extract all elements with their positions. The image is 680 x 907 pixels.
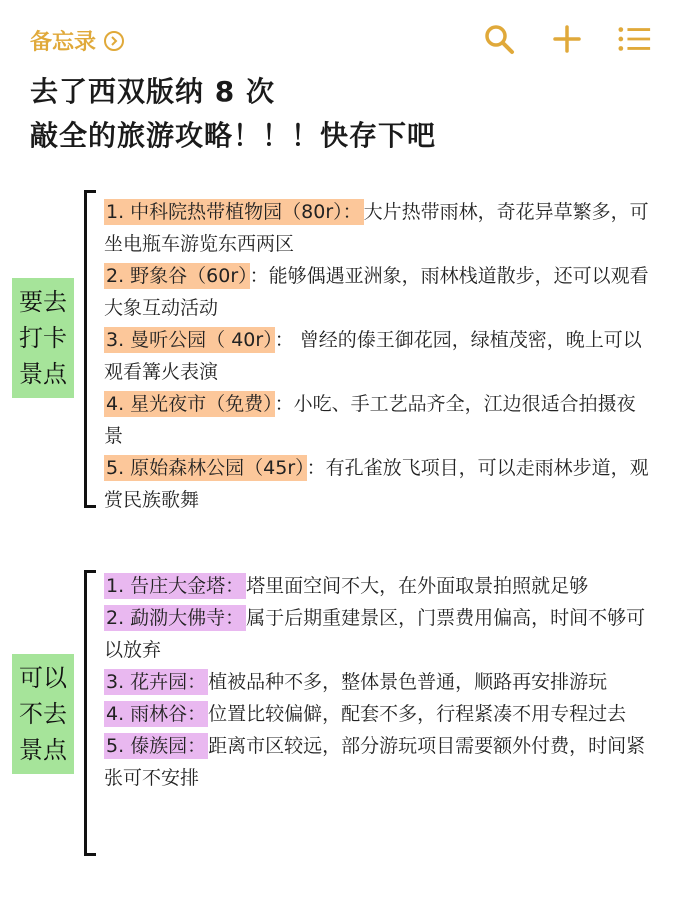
list-item: [104, 452, 652, 516]
list-item: [104, 388, 652, 452]
item-desc: ：能够偶遇亚洲象，雨林栈道散步，还可以观看大象互动活动: [104, 265, 649, 319]
title-line-2: 敲全的旅游攻略！！！快存下吧: [30, 119, 437, 152]
list-item: [104, 602, 652, 666]
list-item: [104, 666, 652, 698]
toolbar: [482, 22, 652, 56]
list-icon[interactable]: [618, 22, 652, 56]
list-item: [104, 196, 652, 260]
back-to-notes-button[interactable]: [30, 25, 124, 56]
top-bar: [0, 0, 680, 80]
section-tag-text: 可以不去景点: [19, 664, 67, 764]
item-desc: 大片热带雨林，奇花异草繁多，可坐电瓶车游览东西两区: [104, 201, 649, 255]
search-icon[interactable]: [482, 22, 516, 56]
item-name: 1. 中科院热带植物园（80r）：: [106, 201, 362, 223]
title-line-1: 去了西双版纳 8 次: [30, 75, 275, 108]
item-name: 2. 野象谷（60r）: [106, 265, 248, 287]
section-tag: [12, 278, 74, 398]
item-name: 3. 花卉园：: [106, 671, 207, 693]
section-tag: [12, 654, 74, 774]
item-name: 4. 星光夜市（免费）: [106, 393, 273, 415]
item-desc: ：有孔雀放飞项目，可以走雨林步道，观赏民族歌舞: [104, 457, 649, 511]
list-item: [104, 570, 652, 602]
note-title: [30, 70, 436, 158]
list-item: [104, 730, 652, 794]
item-name: 4. 雨林谷：: [106, 703, 207, 725]
item-desc: 植被品种不多，整体景色普通，顺路再安排游玩: [208, 671, 608, 693]
item-list: [104, 196, 652, 516]
item-list: [104, 570, 652, 794]
item-desc: 塔里面空间不大，在外面取景拍照就足够: [246, 575, 589, 597]
section-bracket: [84, 570, 96, 856]
item-desc: 位置比较偏僻，配套不多，行程紧凑不用专程过去: [208, 703, 627, 725]
item-desc: ： 曾经的傣王御花园，绿植茂密，晚上可以观看篝火表演: [104, 329, 642, 383]
item-desc: ：小吃、手工艺品齐全，江边很适合拍摄夜景: [104, 393, 636, 447]
list-item: [104, 324, 652, 388]
list-item: [104, 260, 652, 324]
section-bracket: [84, 190, 96, 508]
item-name: 5. 傣族园：: [106, 735, 207, 757]
item-name: 2. 勐泐大佛寺：: [106, 607, 245, 629]
item-desc: 距离市区较远，部分游玩项目需要额外付费，时间紧张可不安排: [104, 735, 646, 789]
back-label: 备忘录: [30, 30, 97, 55]
section-tag-text: 要去打卡景点: [19, 288, 67, 388]
item-name: 3. 曼听公园（ 40r）: [106, 329, 273, 351]
item-name: 5. 原始森林公园（45r）: [106, 457, 305, 479]
chevron-right-icon: [104, 31, 124, 51]
item-desc: 属于后期重建景区，门票费用偏高，时间不够可以放弃: [104, 607, 646, 661]
list-item: [104, 698, 652, 730]
plus-icon[interactable]: [550, 22, 584, 56]
item-name: 1. 告庄大金塔：: [106, 575, 245, 597]
